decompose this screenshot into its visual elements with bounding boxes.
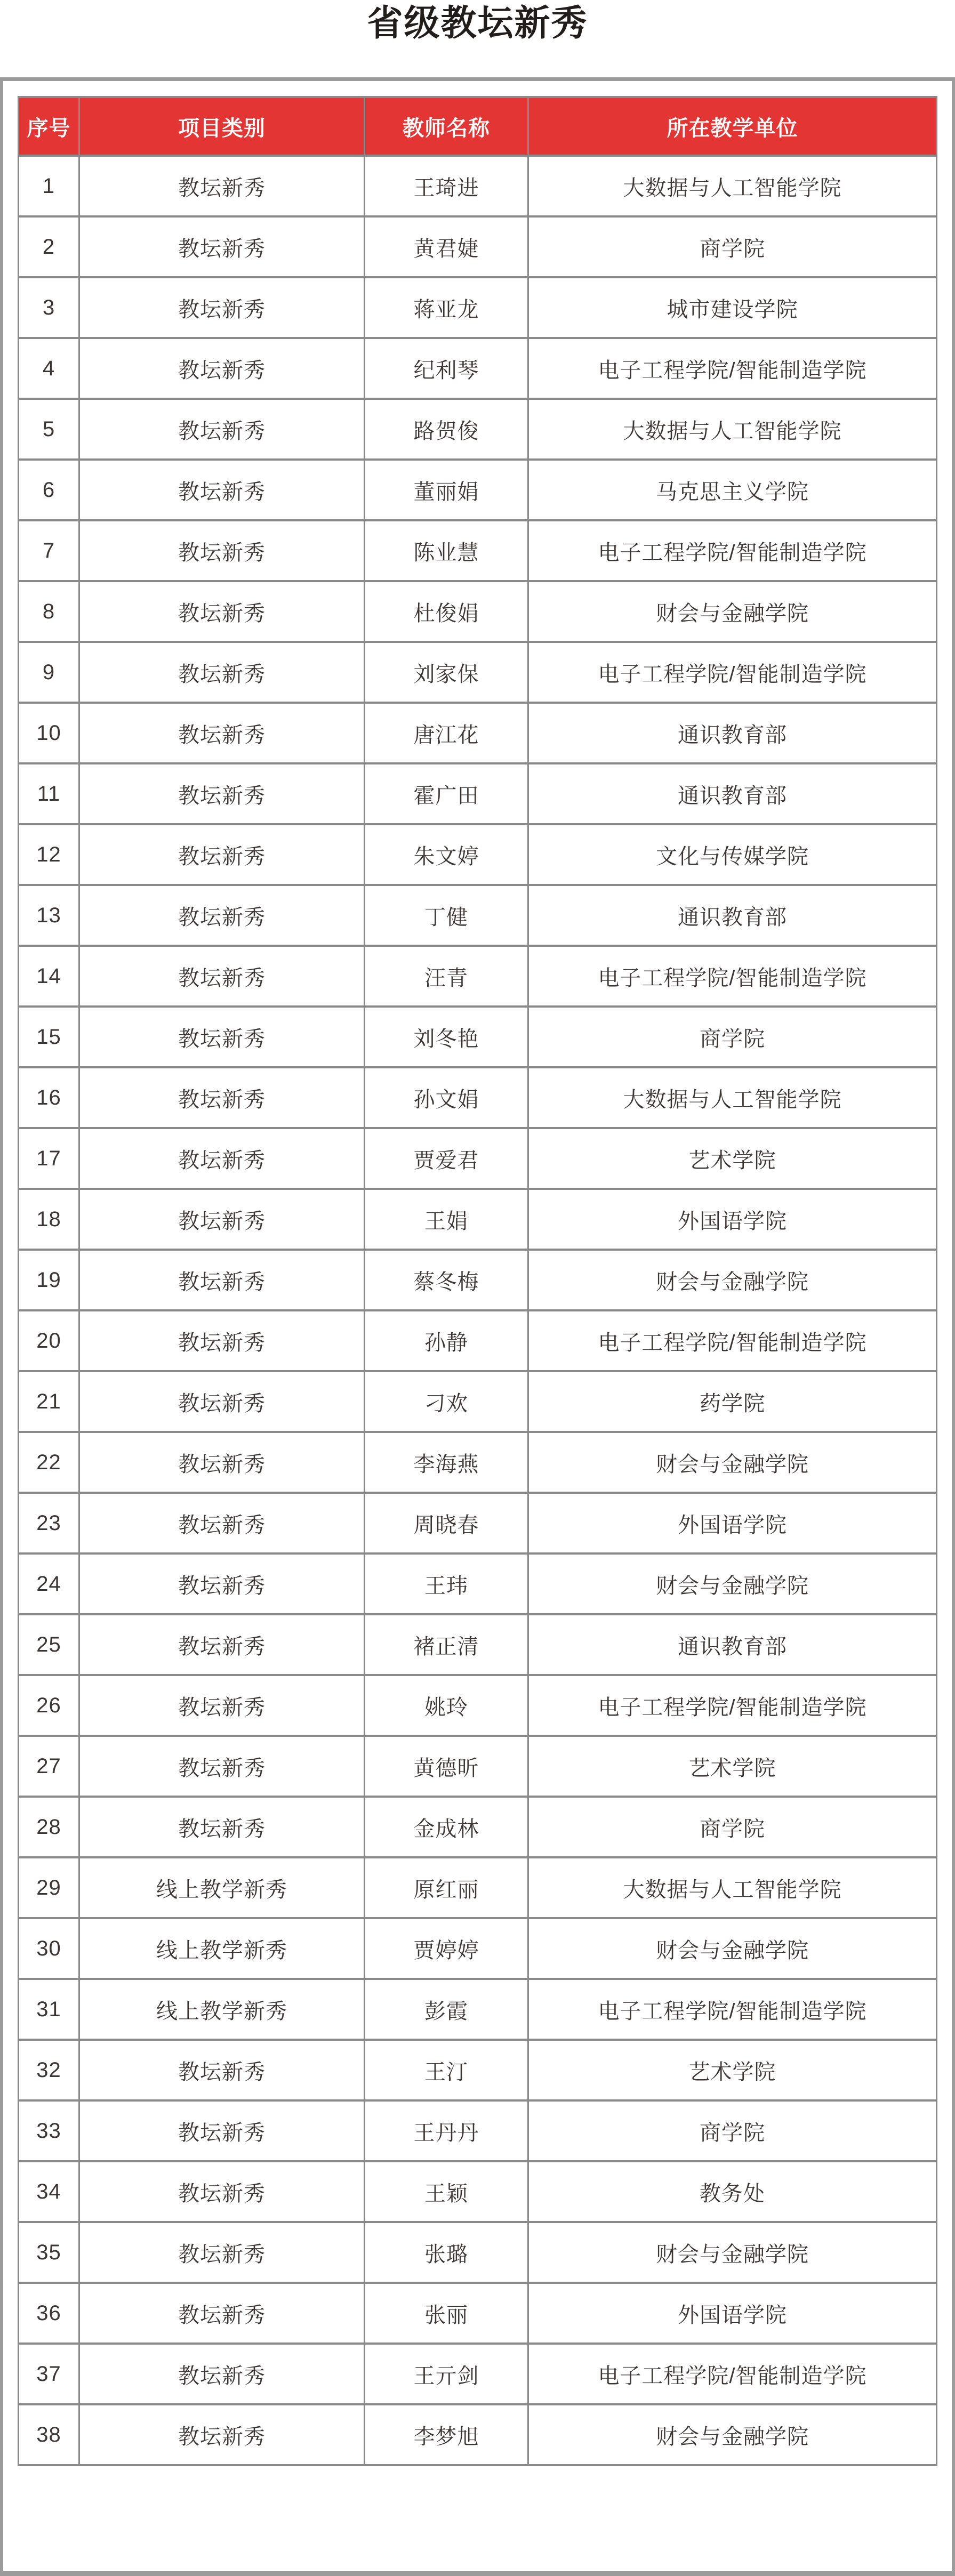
row-unit-cell: 电子工程学院/智能制造学院: [528, 2344, 937, 2404]
row-category-cell: 教坛新秀: [79, 2344, 365, 2404]
row-category-cell: 教坛新秀: [79, 1128, 365, 1189]
row-unit-cell: 艺术学院: [528, 1128, 937, 1189]
table-row: [19, 1918, 937, 1979]
row-unit-cell: 艺术学院: [528, 1736, 937, 1797]
row-index-cell: 22: [19, 1432, 79, 1493]
table-row: [19, 520, 937, 581]
row-category-cell: 教坛新秀: [79, 1310, 365, 1371]
row-index-cell: 37: [19, 2344, 79, 2404]
row-unit-cell: 商学院: [528, 216, 937, 277]
row-index-cell: 15: [19, 1007, 79, 1067]
table-row: [19, 946, 937, 1007]
row-unit-cell: 通识教育部: [528, 1614, 937, 1675]
row-index-cell: 10: [19, 703, 79, 763]
row-unit-cell: 大数据与人工智能学院: [528, 156, 937, 216]
content-frame: [0, 77, 955, 2576]
table-row: [19, 460, 937, 520]
table-row: [19, 1493, 937, 1553]
table-row: [19, 763, 937, 824]
table-row: [19, 277, 937, 338]
table-row: [19, 1857, 937, 1918]
row-teacher-name-cell: 霍广田: [365, 763, 528, 824]
row-index-cell: 32: [19, 2040, 79, 2100]
table-row: [19, 1979, 937, 2040]
row-index-cell: 38: [19, 2404, 79, 2465]
row-category-cell: 教坛新秀: [79, 703, 365, 763]
table-row: [19, 1432, 937, 1493]
row-unit-cell: 电子工程学院/智能制造学院: [528, 642, 937, 703]
row-unit-cell: 财会与金融学院: [528, 2404, 937, 2465]
row-unit-cell: 城市建设学院: [528, 277, 937, 338]
row-category-cell: 教坛新秀: [79, 2222, 365, 2283]
row-category-cell: 线上教学新秀: [79, 1979, 365, 2040]
row-category-cell: 教坛新秀: [79, 520, 365, 581]
header-cell-index: 序号: [19, 97, 79, 156]
table-row: [19, 2040, 937, 2100]
table-row: [19, 156, 937, 216]
table-row: [19, 1553, 937, 1614]
row-teacher-name-cell: 路贺俊: [365, 399, 528, 460]
row-unit-cell: 大数据与人工智能学院: [528, 1067, 937, 1128]
row-teacher-name-cell: 刘家保: [365, 642, 528, 703]
table-row: [19, 1371, 937, 1432]
row-teacher-name-cell: 唐江花: [365, 703, 528, 763]
table-row: [19, 399, 937, 460]
row-index-cell: 4: [19, 338, 79, 399]
row-category-cell: 教坛新秀: [79, 2040, 365, 2100]
row-teacher-name-cell: 黄君婕: [365, 216, 528, 277]
row-unit-cell: 电子工程学院/智能制造学院: [528, 1310, 937, 1371]
row-category-cell: 教坛新秀: [79, 885, 365, 946]
row-teacher-name-cell: 董丽娟: [365, 460, 528, 520]
row-category-cell: 线上教学新秀: [79, 1857, 365, 1918]
row-category-cell: 教坛新秀: [79, 1553, 365, 1614]
row-unit-cell: 外国语学院: [528, 2283, 937, 2344]
row-teacher-name-cell: 周晓春: [365, 1493, 528, 1553]
row-index-cell: 34: [19, 2161, 79, 2222]
row-unit-cell: 电子工程学院/智能制造学院: [528, 520, 937, 581]
row-teacher-name-cell: 孙文娟: [365, 1067, 528, 1128]
table-row: [19, 338, 937, 399]
row-unit-cell: 财会与金融学院: [528, 1250, 937, 1310]
row-index-cell: 14: [19, 946, 79, 1007]
row-unit-cell: 外国语学院: [528, 1189, 937, 1250]
row-index-cell: 30: [19, 1918, 79, 1979]
row-unit-cell: 大数据与人工智能学院: [528, 1857, 937, 1918]
row-category-cell: 教坛新秀: [79, 581, 365, 642]
row-category-cell: 教坛新秀: [79, 642, 365, 703]
row-teacher-name-cell: 蒋亚龙: [365, 277, 528, 338]
row-category-cell: 教坛新秀: [79, 2100, 365, 2161]
row-unit-cell: 商学院: [528, 2100, 937, 2161]
row-unit-cell: 通识教育部: [528, 885, 937, 946]
row-unit-cell: 电子工程学院/智能制造学院: [528, 946, 937, 1007]
row-category-cell: 教坛新秀: [79, 460, 365, 520]
row-index-cell: 35: [19, 2222, 79, 2283]
awards-table: [18, 96, 937, 2466]
table-row: [19, 2100, 937, 2161]
table-row: [19, 581, 937, 642]
row-category-cell: 线上教学新秀: [79, 1918, 365, 1979]
row-teacher-name-cell: 刘冬艳: [365, 1007, 528, 1067]
row-unit-cell: 财会与金融学院: [528, 1553, 937, 1614]
row-teacher-name-cell: 彭霞: [365, 1979, 528, 2040]
row-category-cell: 教坛新秀: [79, 2283, 365, 2344]
row-index-cell: 21: [19, 1371, 79, 1432]
row-category-cell: 教坛新秀: [79, 946, 365, 1007]
row-index-cell: 33: [19, 2100, 79, 2161]
row-index-cell: 12: [19, 824, 79, 885]
table-row: [19, 703, 937, 763]
table-body: [19, 156, 937, 2465]
row-category-cell: 教坛新秀: [79, 2161, 365, 2222]
row-category-cell: 教坛新秀: [79, 216, 365, 277]
row-index-cell: 9: [19, 642, 79, 703]
row-category-cell: 教坛新秀: [79, 1007, 365, 1067]
row-unit-cell: 大数据与人工智能学院: [528, 399, 937, 460]
table-row: [19, 824, 937, 885]
row-index-cell: 11: [19, 763, 79, 824]
row-teacher-name-cell: 褚正清: [365, 1614, 528, 1675]
row-index-cell: 7: [19, 520, 79, 581]
header-cell-category: 项目类别: [79, 97, 365, 156]
row-teacher-name-cell: 杜俊娟: [365, 581, 528, 642]
table-row: [19, 885, 937, 946]
row-index-cell: 2: [19, 216, 79, 277]
row-teacher-name-cell: 贾婷婷: [365, 1918, 528, 1979]
row-category-cell: 教坛新秀: [79, 1797, 365, 1857]
row-unit-cell: 药学院: [528, 1371, 937, 1432]
row-index-cell: 6: [19, 460, 79, 520]
row-teacher-name-cell: 姚玲: [365, 1675, 528, 1736]
row-unit-cell: 教务处: [528, 2161, 937, 2222]
row-index-cell: 27: [19, 1736, 79, 1797]
row-teacher-name-cell: 王颖: [365, 2161, 528, 2222]
row-category-cell: 教坛新秀: [79, 1614, 365, 1675]
row-category-cell: 教坛新秀: [79, 1736, 365, 1797]
table-row: [19, 1189, 937, 1250]
row-unit-cell: 商学院: [528, 1007, 937, 1067]
table-row: [19, 1736, 937, 1797]
row-category-cell: 教坛新秀: [79, 2404, 365, 2465]
table-row: [19, 2404, 937, 2465]
row-teacher-name-cell: 蔡冬梅: [365, 1250, 528, 1310]
table-row: [19, 2344, 937, 2404]
row-index-cell: 5: [19, 399, 79, 460]
row-category-cell: 教坛新秀: [79, 1432, 365, 1493]
row-teacher-name-cell: 王娟: [365, 1189, 528, 1250]
table-row: [19, 216, 937, 277]
table-row: [19, 2283, 937, 2344]
row-category-cell: 教坛新秀: [79, 1250, 365, 1310]
row-index-cell: 3: [19, 277, 79, 338]
row-unit-cell: 财会与金融学院: [528, 581, 937, 642]
row-teacher-name-cell: 王琦进: [365, 156, 528, 216]
row-unit-cell: 商学院: [528, 1797, 937, 1857]
row-unit-cell: 财会与金融学院: [528, 2222, 937, 2283]
table-row: [19, 642, 937, 703]
row-teacher-name-cell: 李梦旭: [365, 2404, 528, 2465]
row-unit-cell: 通识教育部: [528, 763, 937, 824]
row-unit-cell: 马克思主义学院: [528, 460, 937, 520]
row-category-cell: 教坛新秀: [79, 824, 365, 885]
row-index-cell: 8: [19, 581, 79, 642]
row-unit-cell: 艺术学院: [528, 2040, 937, 2100]
row-category-cell: 教坛新秀: [79, 1067, 365, 1128]
table-header-row: [19, 97, 937, 156]
table-row: [19, 1067, 937, 1128]
row-index-cell: 25: [19, 1614, 79, 1675]
row-category-cell: 教坛新秀: [79, 277, 365, 338]
row-teacher-name-cell: 张璐: [365, 2222, 528, 2283]
row-index-cell: 29: [19, 1857, 79, 1918]
row-category-cell: 教坛新秀: [79, 156, 365, 216]
row-category-cell: 教坛新秀: [79, 763, 365, 824]
row-teacher-name-cell: 丁健: [365, 885, 528, 946]
page-title: 省级教坛新秀: [367, 3, 588, 43]
row-teacher-name-cell: 原红丽: [365, 1857, 528, 1918]
table-row: [19, 1797, 937, 1857]
row-teacher-name-cell: 汪青: [365, 946, 528, 1007]
row-category-cell: 教坛新秀: [79, 1189, 365, 1250]
row-teacher-name-cell: 陈业慧: [365, 520, 528, 581]
row-unit-cell: 电子工程学院/智能制造学院: [528, 338, 937, 399]
row-index-cell: 36: [19, 2283, 79, 2344]
row-category-cell: 教坛新秀: [79, 1371, 365, 1432]
row-unit-cell: 文化与传媒学院: [528, 824, 937, 885]
header-cell-unit: 所在教学单位: [528, 97, 937, 156]
row-unit-cell: 财会与金融学院: [528, 1918, 937, 1979]
row-teacher-name-cell: 王玮: [365, 1553, 528, 1614]
row-unit-cell: 通识教育部: [528, 703, 937, 763]
row-teacher-name-cell: 王汀: [365, 2040, 528, 2100]
row-index-cell: 31: [19, 1979, 79, 2040]
row-category-cell: 教坛新秀: [79, 338, 365, 399]
row-index-cell: 13: [19, 885, 79, 946]
row-teacher-name-cell: 刁欢: [365, 1371, 528, 1432]
row-category-cell: 教坛新秀: [79, 399, 365, 460]
header-cell-teacher: 教师名称: [365, 97, 528, 156]
row-category-cell: 教坛新秀: [79, 1493, 365, 1553]
row-teacher-name-cell: 黄德昕: [365, 1736, 528, 1797]
row-index-cell: 23: [19, 1493, 79, 1553]
table-row: [19, 1250, 937, 1310]
row-teacher-name-cell: 朱文婷: [365, 824, 528, 885]
table-row: [19, 2161, 937, 2222]
row-index-cell: 28: [19, 1797, 79, 1857]
row-unit-cell: 外国语学院: [528, 1493, 937, 1553]
table-row: [19, 2222, 937, 2283]
row-index-cell: 1: [19, 156, 79, 216]
row-teacher-name-cell: 贾爱君: [365, 1128, 528, 1189]
row-index-cell: 18: [19, 1189, 79, 1250]
row-teacher-name-cell: 纪利琴: [365, 338, 528, 399]
row-index-cell: 26: [19, 1675, 79, 1736]
row-index-cell: 19: [19, 1250, 79, 1310]
row-index-cell: 16: [19, 1067, 79, 1128]
row-index-cell: 17: [19, 1128, 79, 1189]
table-row: [19, 1007, 937, 1067]
row-index-cell: 24: [19, 1553, 79, 1614]
row-teacher-name-cell: 王亓剑: [365, 2344, 528, 2404]
table-row: [19, 1310, 937, 1371]
table-row: [19, 1128, 937, 1189]
row-teacher-name-cell: 张丽: [365, 2283, 528, 2344]
row-teacher-name-cell: 王丹丹: [365, 2100, 528, 2161]
row-unit-cell: 电子工程学院/智能制造学院: [528, 1675, 937, 1736]
row-category-cell: 教坛新秀: [79, 1675, 365, 1736]
row-index-cell: 20: [19, 1310, 79, 1371]
row-unit-cell: 电子工程学院/智能制造学院: [528, 1979, 937, 2040]
row-teacher-name-cell: 李海燕: [365, 1432, 528, 1493]
row-unit-cell: 财会与金融学院: [528, 1432, 937, 1493]
table-row: [19, 1675, 937, 1736]
row-teacher-name-cell: 孙静: [365, 1310, 528, 1371]
table-row: [19, 1614, 937, 1675]
row-teacher-name-cell: 金成林: [365, 1797, 528, 1857]
